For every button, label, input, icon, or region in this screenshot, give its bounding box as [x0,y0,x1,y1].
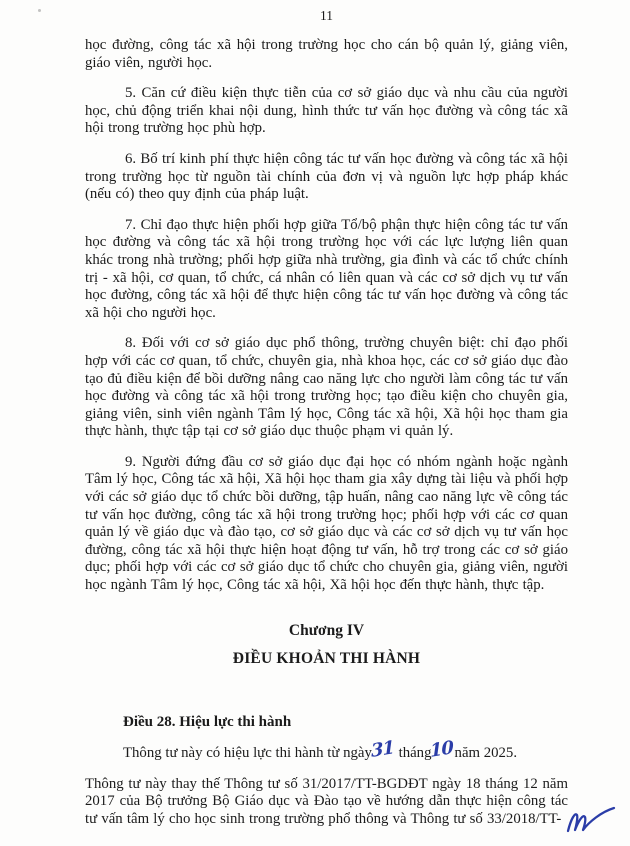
handwritten-initial-icon [561,802,617,836]
handwritten-month: 10 [430,736,454,762]
page-number: 11 [320,8,333,23]
paragraph-continuation: học đường, công tác xã hội trong trường học cho cán bộ quản lý, giảng viên, giáo viên, người học. [85,37,568,71]
paragraph-item-9: 9. Người đứng đầu cơ sở giáo dục đại học có nhóm ngành hoặc ngành Tâm lý học, Công tác xã hội, Xã hội học tham gia xây dựng tài liệu và phối hợp với các sở giáo dục tổ chức bồi dưỡng, tập huấn, nâng cao năng lực về công tác tư vấn học đường, công tác xã hội trong trường học; phối hợp với các cơ quan quản lý về giáo dục và đào tạo, cơ sở giáo dục và các cơ sở dịch vụ tư vấn học đường, công tác xã hội thực hiện hoạt động tư vấn, hỗ trợ trong các cơ sở giáo dục; phối hợp với các cơ sở giáo dục tổ chức cho chuyên gia, giảng viên, người học ngành Tâm lý học, Công tác xã hội, Xã hội học đến thực hành, thực tập. [85,453,568,594]
paragraph-item-7: 7. Chỉ đạo thực hiện phối hợp giữa Tổ/bộ phận thực hiện công tác tư vấn học đường và công tác xã hội trong trường học với các lực lượng liên quan khác trong nhà trường; phối hợp giữa nhà trường, gia đình và các tổ chức chính trị - xã hội, cơ quan, tổ chức, cá nhân có liên quan và các cơ sở dịch vụ tư vấn học đường, công tác xã hội để thực hiện công tác tư vấn học đường và công tác xã hội cho người học. [85,216,568,321]
scan-artifact-dot [38,9,41,12]
handwritten-day: 31 [370,736,395,762]
effective-text-after: năm 2025. [454,744,518,761]
closing-paragraph: Thông tư này thay thế Thông tư số 31/2017/TT-BGDĐT ngày 18 tháng 12 năm 2017 của Bộ trưởng Bộ Giáo dục và Đào tạo về hướng dẫn thực hiện công tác tư vấn tâm lý cho học sinh trong trường phổ thông và Thông tư số 33/2018/TT- [85,775,568,827]
effective-date-line [123,736,568,762]
effective-text-before: Thông tư này có hiệu lực thi hành từ ngày [123,744,372,761]
article-28-heading: Điều 28. Hiệu lực thi hành [123,713,292,730]
paragraph-item-8: 8. Đối với cơ sở giáo dục phổ thông, trường chuyên biệt: chỉ đạo phối hợp với các cơ quan, tổ chức, chuyên gia, nhà khoa học, các cơ sở giáo dục đào tạo đủ điều kiện để bồi dưỡng nâng cao năng lực cho người làm công tác tư vấn học đường và công tác xã hội trong trường học; tạo điều kiện cho chuyên gia, giảng viên, sinh viên ngành Tâm lý học, Công tác xã hội, Xã hội học tham gia thực hành, thực tập tại cơ sở giáo dục thuộc phạm vi quản lý. [85,335,568,440]
paragraph-item-6: 6. Bố trí kinh phí thực hiện công tác tư vấn học đường và công tác xã hội trong trường học từ nguồn tài chính của đơn vị và nguồn lực hợp pháp khác (nếu có) theo quy định của pháp luật. [85,150,568,203]
chapter-title: ĐIỀU KHOẢN THI HÀNH [232,649,421,667]
paragraph-item-5: 5. Căn cứ điều kiện thực tiễn của cơ sở giáo dục và nhu cầu của người học, chủ động triển khai nội dung, hình thức tư vấn học đường và công tác xã hội trong trường học phù hợp. [85,85,568,137]
handwritten-initial-stroke [568,808,614,831]
effective-text-between: tháng [398,744,432,761]
chapter-heading [85,622,568,668]
chapter-label: Chương IV [288,621,365,639]
